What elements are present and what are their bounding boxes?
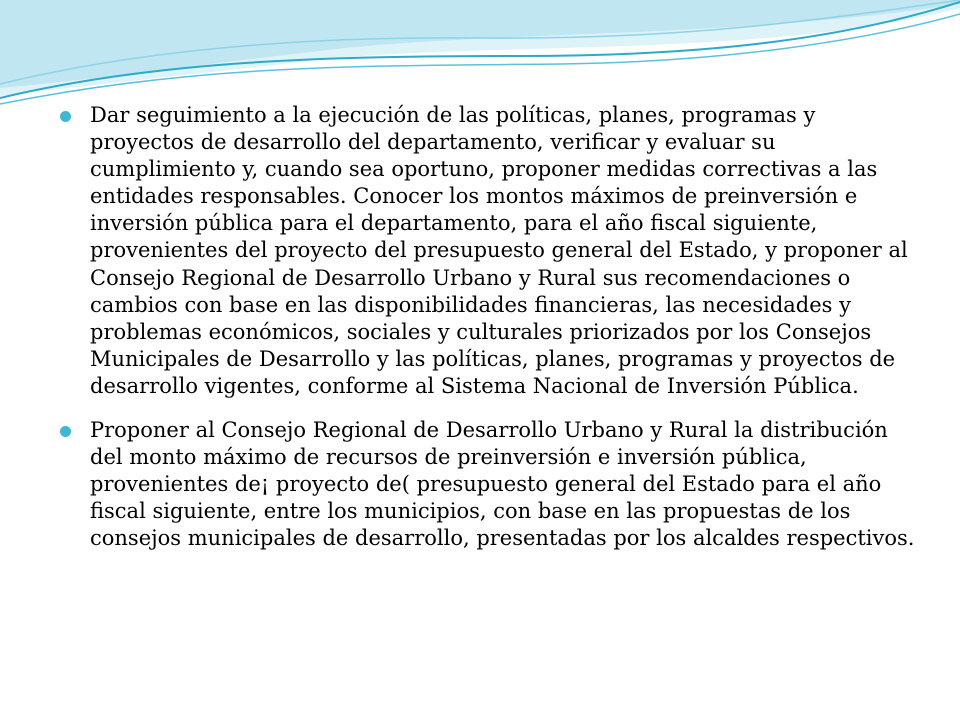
bullet-text-2: Proponer al Consejo Regional de Desarrollo Urbano y Rural la distribución del monto máximo de recursos de preinversión e inversión pública, provenientes de¡ proyecto de( presupuesto general del Estado para el año fiscal siguiente, entre los municipios, con base en las propuestas de los consejos municipales de desarrollo, presentadas por los alcaldes respectivos.	[90, 418, 915, 551]
filled-circle-bullet-icon	[60, 426, 71, 437]
bullet-text-1: Dar seguimiento a la ejecución de las políticas, planes, programas y proyectos de desarrollo del departamento, verificar y evaluar su cumplimiento y, cuando sea oportuno, proponer medidas correctivas a las entidades responsables. Conocer los montos máximos de preinversión e inversión pública para el departamento, para el año fiscal siguiente, provenientes del proyecto del presupuesto general del Estado, y proponer al Consejo Regional de Desarrollo Urbano y Rural sus recomendaciones o cambios con base en las disponibilidades financieras, las necesidades y problemas económicos, sociales y culturales priorizados por los Consejos Municipales de Desarrollo y las políticas, planes, programas y proyectos de desarrollo vigentes, conforme al Sistema Nacional de Inversión Pública.	[90, 103, 908, 398]
bullet-item-2	[60, 417, 920, 552]
bullet-list	[60, 102, 920, 570]
filled-circle-bullet-icon	[60, 111, 71, 122]
wave-header-decoration	[0, 0, 960, 110]
bullet-item-1	[60, 102, 920, 400]
